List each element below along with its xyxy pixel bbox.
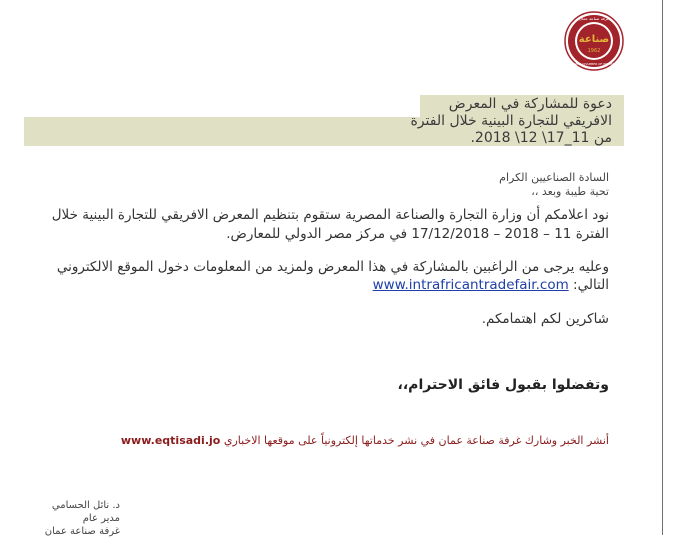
signature-org: غرفة صناعة عمان <box>44 526 120 537</box>
header-line-3: من 11_17\ 12\ 2018. <box>470 130 612 146</box>
promo-site: www.eqtisadi.jo <box>120 434 221 447</box>
chamber-seal-icon <box>564 11 624 71</box>
signature-title: مدير عام <box>82 513 120 524</box>
logo-arabic-name: صناعة <box>578 34 610 45</box>
body-paragraph-1-line-2: الفترة 11 – 2018 – 17/12/2018 في مركز مصر الدولي للمعارض. <box>226 226 609 242</box>
thanks-paragraph: شاكرين لكم اهتمامكم. <box>481 311 609 327</box>
logo-arc-text: غرفة صناعة عمان <box>578 16 610 21</box>
body-paragraph-1-line-1: نود اعلامكم أن وزارة التجارة والصناعة المصرية ستقوم بتنظيم المعرض الافريقي للتجارة البينية خلال <box>51 207 609 223</box>
header-line-1: دعوة للمشاركة في المعرض <box>448 96 612 112</box>
chamber-logo <box>564 11 624 71</box>
body-paragraph-2-line-1: وعليه يرجى من الراغبين بالمشاركة في هذا المعرض ولمزيد من المعلومات دخول الموقع الالكتروني <box>56 259 609 275</box>
promo-text: أنشر الخبر وشارك غرفة صناعة عمان في نشر خدماتها إلكترونياً على موقعها الاخباري <box>223 434 609 447</box>
website-prefix: التالي: <box>573 277 609 293</box>
logo-year: 1962 <box>587 48 601 54</box>
promo-line <box>121 434 609 447</box>
page-border-line <box>662 0 663 535</box>
body-paragraph-2-line-2 <box>19 277 609 293</box>
logo-english-text: AMMAN CHAMBER OF INDUSTRY <box>569 62 619 66</box>
greeting-line-1: السادة الصناعيين الكرام <box>499 171 609 184</box>
exhibition-website-link[interactable]: www.intrafricantradefair.com <box>372 277 569 293</box>
signature-name: د. نائل الحسامي <box>51 500 120 511</box>
closing-line: وتفضلوا بقبول فائق الاحترام،، <box>397 377 609 393</box>
header-line-2: الافريقي للتجارة البينية خلال الفترة <box>410 113 612 129</box>
greeting-line-2: تحية طيبة وبعد ،، <box>531 185 609 198</box>
